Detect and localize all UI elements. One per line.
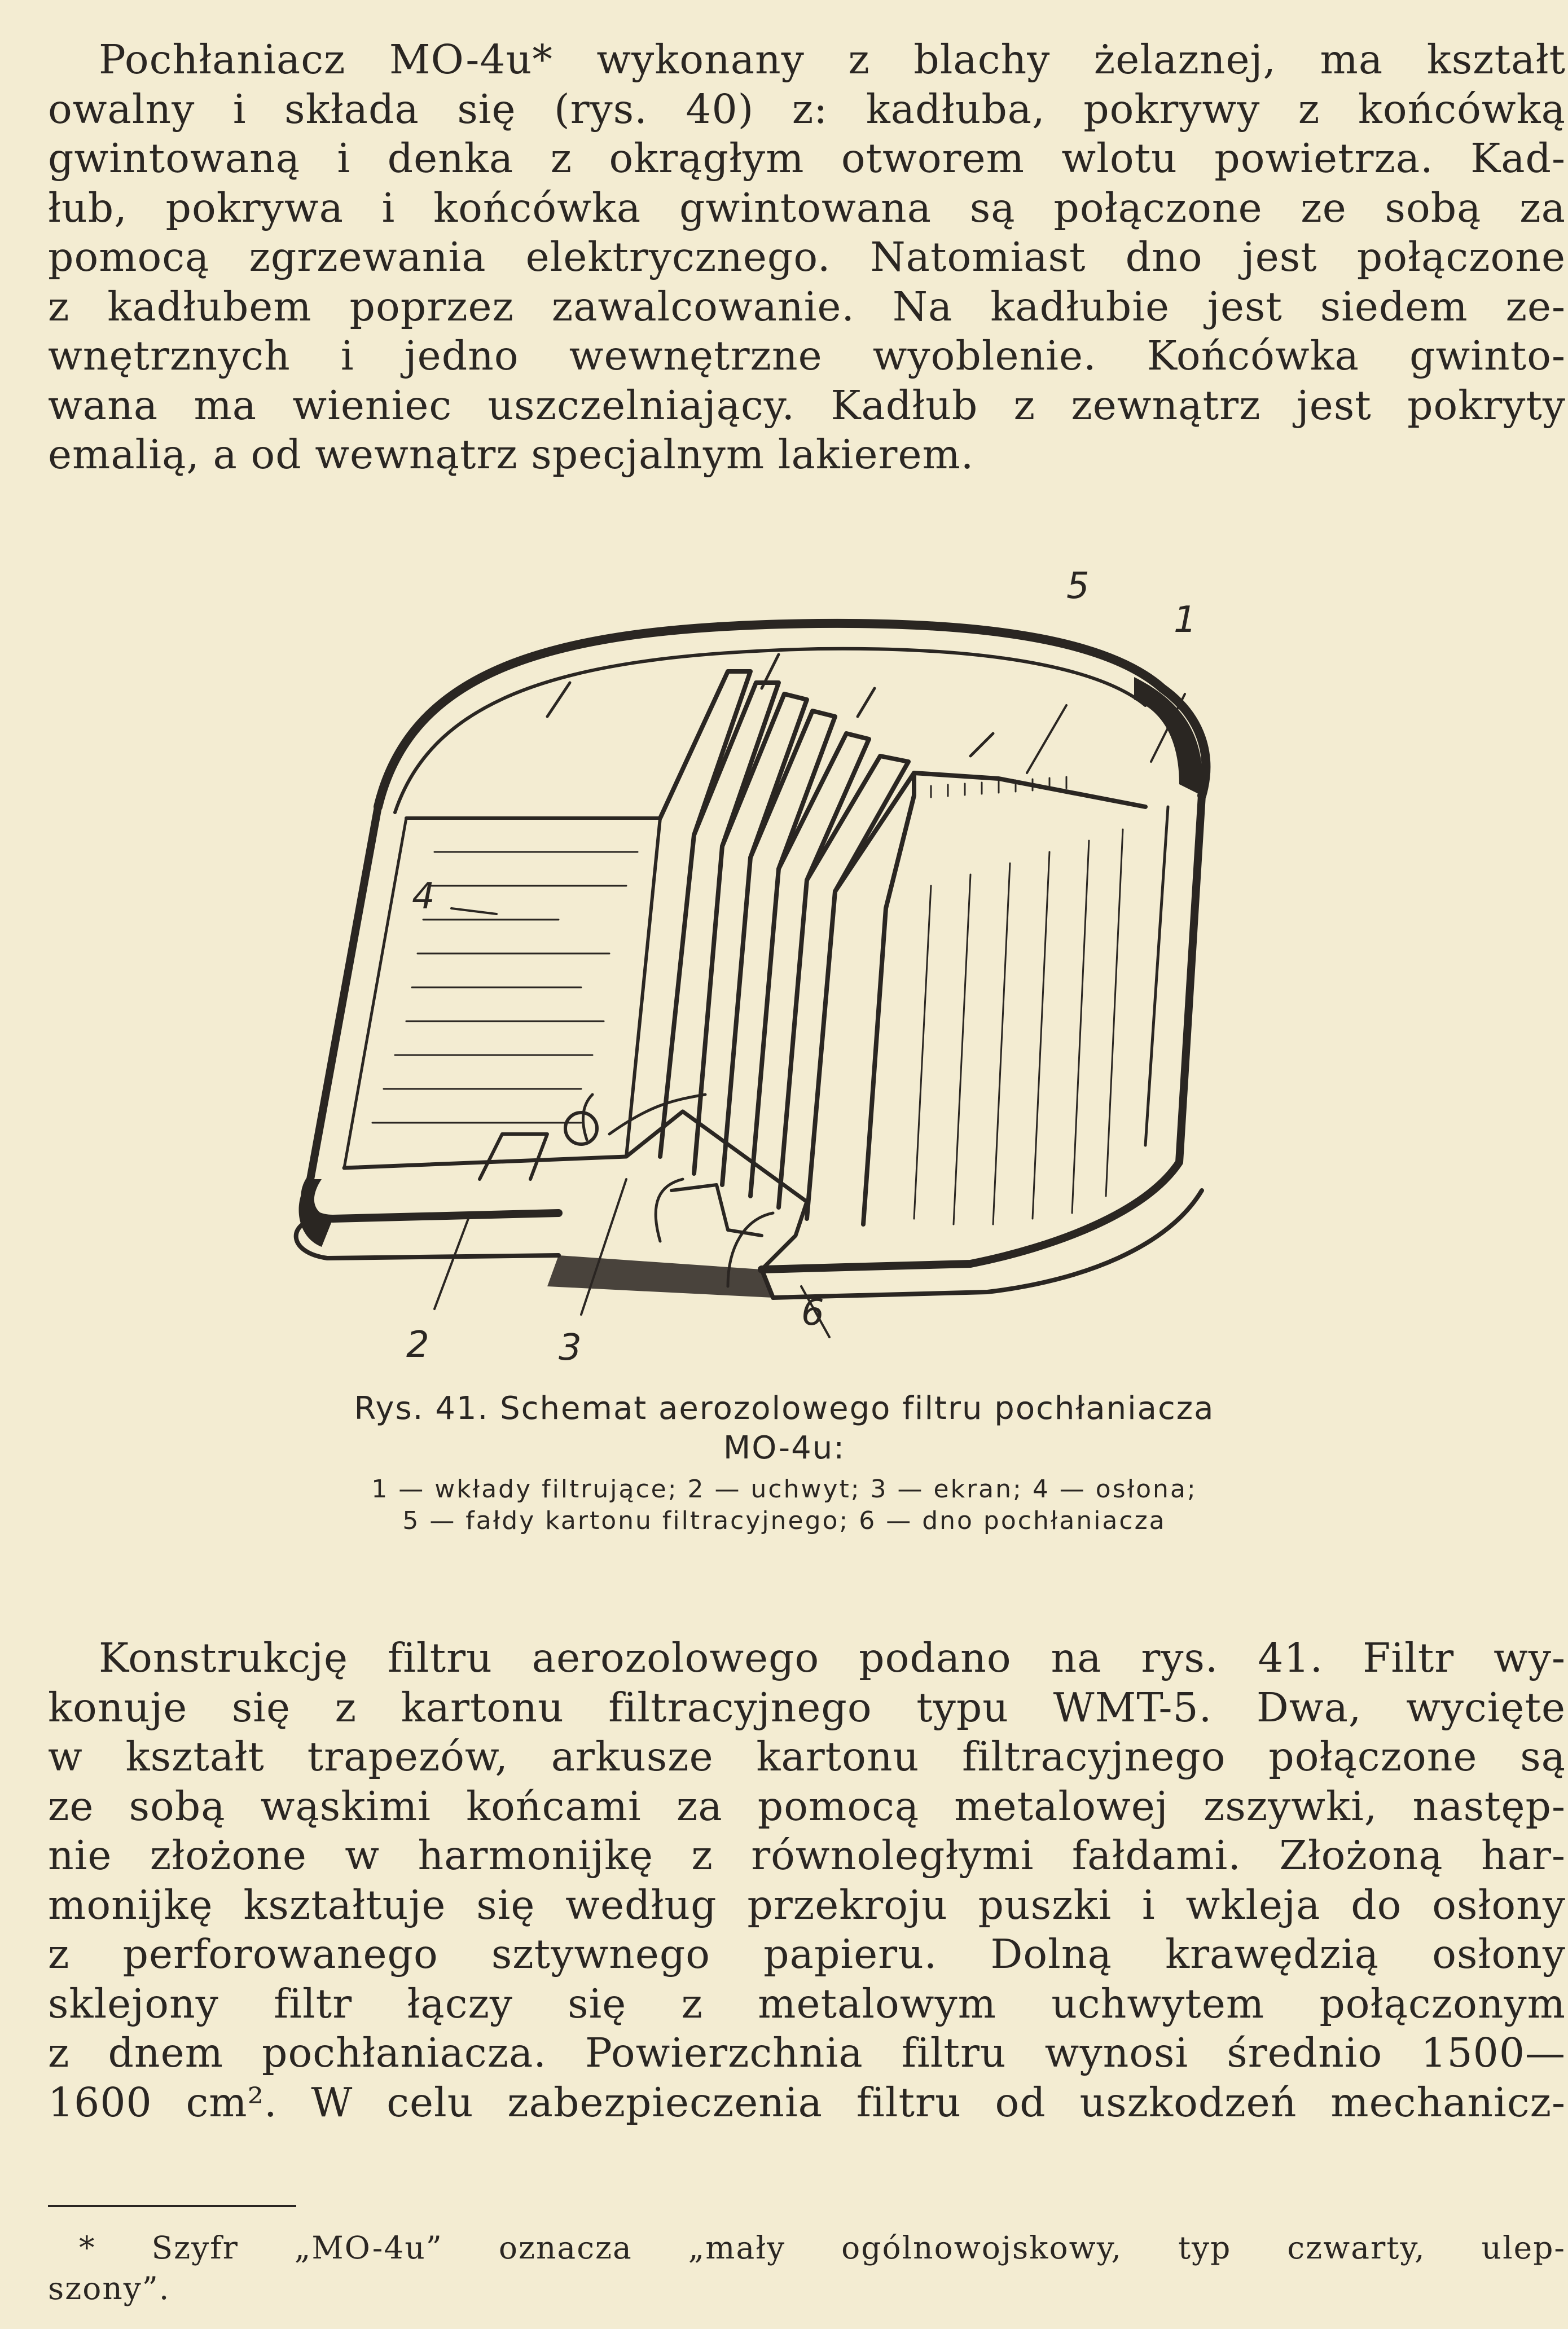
text-line: ze sobą wąskimi końcami za pomocą metalowej zszywki, następ- [48,1782,1566,1830]
text-line: konuje się z kartonu filtracyjnego typu WMT-5. Dwa, wycięte [48,1684,1566,1731]
text-line: 1600 cm². W celu zabezpieczenia filtru od uszkodzeń mechanicz- [48,2078,1566,2126]
figure-label-2: 2 [406,1324,429,1366]
text-line: gwintowaną i denka z okrągłym otworem wlotu powietrza. Kad- [48,135,1566,182]
figure-label-3: 3 [559,1327,582,1369]
filter-illustration [265,565,1292,1369]
text-line: nie złożone w harmonijkę z równoległymi fałdami. Złożoną har- [48,1832,1566,1879]
text-line: pomocą zgrzewania elektrycznego. Natomiast dno jest połączone [48,234,1566,280]
footnote [48,2227,1566,2309]
text-line: wnętrznych i jedno wewnętrzne wyoblenie. Końcówka gwinto- [48,332,1566,379]
paragraph-2 [48,1633,1566,2127]
caption-title-line: Rys. 41. Schemat aerozolowego filtru pochłaniacza [354,1390,1215,1427]
filter-diagram [265,565,1292,1369]
figure-caption [214,1389,1354,1537]
caption-legend-line: 1 — wkłady filtrujące; 2 — uchwyt; 3 — ekran; 4 — osłona; [371,1475,1197,1504]
text-line: emalią, a od wewnątrz specjalnym lakierem. [48,431,974,478]
paragraph-1 [48,35,1566,480]
text-line: sklejony filtr łączy się z metalowym uchwytem połączonym [48,1980,1566,2027]
text-line: z dnem pochłaniacza. Powierzchnia filtru wynosi średnio 1500— [48,2029,1566,2076]
figure-label-5: 5 [1066,565,1090,607]
text-line: łub, pokrywa i końcówka gwintowana są połączone ze sobą za [48,184,1566,231]
footnote-line: szony”. [48,2270,170,2306]
text-line: w kształt trapezów, arkusze kartonu filtracyjnego połączone są [48,1733,1566,1780]
text-line: z kadłubem poprzez zawalcowanie. Na kadłubie jest siedem ze- [48,283,1566,330]
caption-legend [214,1474,1354,1537]
caption-title [214,1389,1354,1468]
text-line: Pochłaniacz MO-4u* wykonany z blachy żelaznej, ma kształt [99,36,1566,83]
text-line: wana ma wieniec uszczelniający. Kadłub z zewnątrz jest pokryty [48,381,1566,429]
footnote-line: * Szyfr „MO-4u” oznacza „mały ogólnowojskowy, typ czwarty, ulep- [79,2230,1566,2266]
text-line: Konstrukcję filtru aerozolowego podano na rys. 41. Filtr wy- [99,1634,1566,1681]
figure-label-1: 1 [1174,599,1197,641]
figure-label-4: 4 [412,876,435,917]
footnote-divider [48,2205,296,2207]
figure-label-6: 6 [801,1292,824,1334]
caption-title-line: MO-4u: [723,1430,846,1466]
caption-legend-line: 5 — fałdy kartonu filtracyjnego; 6 — dno pochłaniacza [402,1506,1166,1535]
text-line: z perforowanego sztywnego papieru. Dolną krawędzią osłony [48,1931,1566,1978]
text-line: monijkę kształtuje się według przekroju puszki i wkleja do osłony [48,1881,1566,1928]
text-line: owalny i składa się (rys. 40) z: kadłuba, pokrywy z końcówką [48,85,1566,133]
